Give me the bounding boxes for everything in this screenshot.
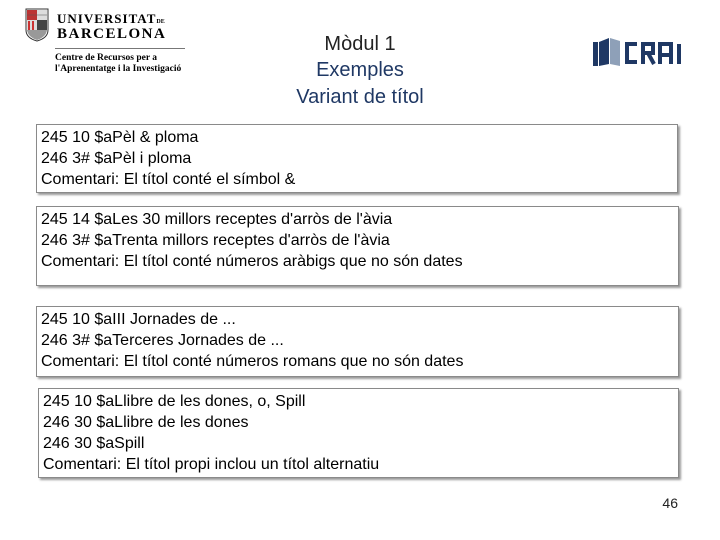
ub-divider bbox=[55, 48, 185, 49]
marc-field-245: 245 14 $aLes 30 millors receptes d'arròs de l'àvia bbox=[41, 211, 393, 228]
crai-logo-text: CRAI bbox=[593, 38, 596, 39]
module-title: Mòdul 1 bbox=[324, 33, 396, 55]
crai-logo bbox=[593, 38, 695, 68]
page-number: 46 bbox=[662, 495, 678, 511]
example-box-alternative-title bbox=[38, 388, 679, 478]
comment-line: Comentari: El títol conté números romans que no són dates bbox=[41, 353, 464, 370]
marc-field-245: 245 10 $aLlibre de les dones, o, Spill bbox=[43, 393, 306, 410]
marc-field-246: 246 3# $aPèl i ploma bbox=[41, 150, 192, 167]
marc-field-246: 246 30 $aLlibre de les dones bbox=[43, 414, 249, 431]
ub-subtitle: Centre de Recursos per a l'Aprenentatge i la Investigació bbox=[55, 53, 182, 74]
example-box-symbol bbox=[36, 124, 678, 193]
example-box-roman-numbers bbox=[36, 306, 679, 377]
ub-name-line2: BARCELONA bbox=[57, 26, 167, 42]
marc-field-245: 245 10 $aIII Jornades de ... bbox=[41, 311, 236, 328]
slide-title bbox=[260, 31, 460, 111]
comment-line: Comentari: El títol conté el símbol & bbox=[41, 171, 296, 188]
ub-name-line1: UNIVERSITATDE bbox=[57, 11, 165, 26]
ub-shield-icon bbox=[25, 8, 49, 42]
comment-line: Comentari: El títol propi inclou un títol alternatiu bbox=[43, 456, 380, 473]
subsection-title: Variant de títol bbox=[296, 86, 424, 108]
universitat-barcelona-logo bbox=[25, 8, 215, 83]
marc-field-246: 246 3# $aTerceres Jornades de ... bbox=[41, 332, 284, 349]
comment-line: Comentari: El títol conté números aràbigs que no són dates bbox=[41, 253, 463, 270]
marc-field-245: 245 10 $aPèl & ploma bbox=[41, 129, 199, 146]
example-box-arabic-numbers bbox=[36, 206, 679, 286]
section-title: Exemples bbox=[316, 59, 404, 81]
marc-field-246: 246 3# $aTrenta millors receptes d'arròs de l'àvia bbox=[41, 232, 390, 249]
marc-field-246: 246 30 $aSpill bbox=[43, 435, 145, 452]
